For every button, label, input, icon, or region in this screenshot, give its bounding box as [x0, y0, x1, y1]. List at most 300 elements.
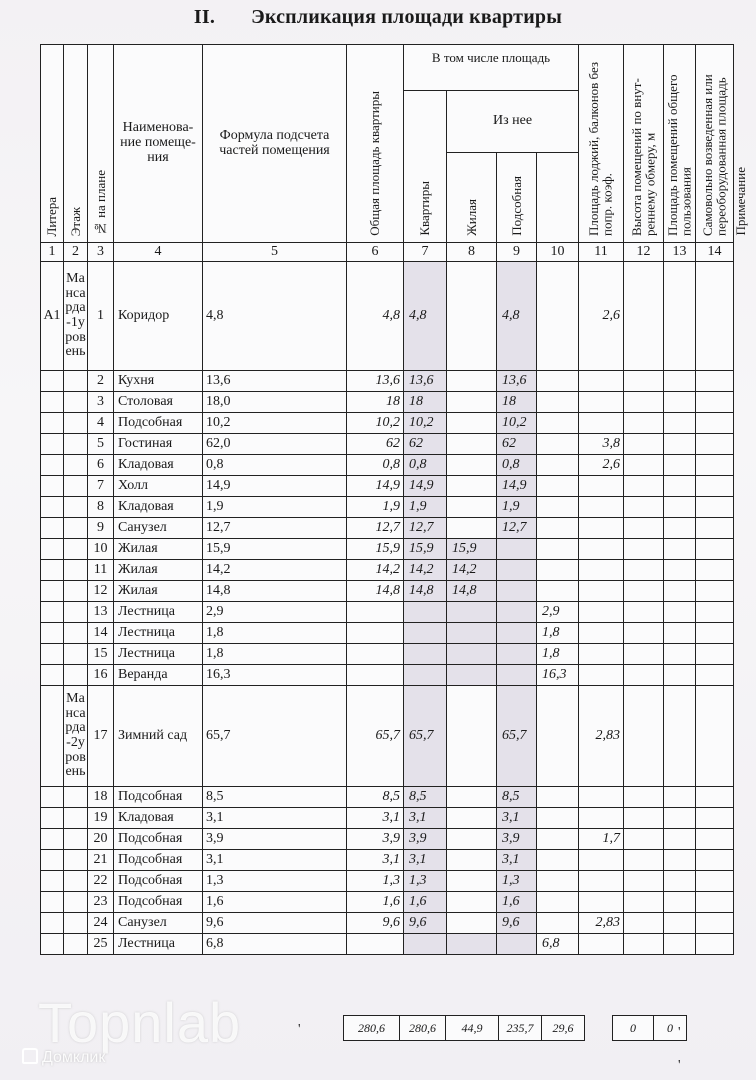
page-title [0, 6, 756, 29]
cell-note [696, 850, 734, 871]
cell-total: 1,6 [347, 892, 404, 913]
cell-unauthorized [664, 476, 696, 497]
cell-plan-no: 5 [88, 434, 114, 455]
cell-plan-no: 3 [88, 392, 114, 413]
cell-height [579, 602, 624, 623]
cell-floor [64, 934, 88, 955]
cell-loggia: 1,8 [537, 623, 579, 644]
cell-plan-no: 8 [88, 497, 114, 518]
cell-height: 3,8 [579, 434, 624, 455]
cell-note [696, 518, 734, 539]
cell-apartment: 1,9 [404, 497, 447, 518]
cell-apartment: 1,3 [404, 871, 447, 892]
cell-litera [41, 913, 64, 934]
cell-room-name: Жилая [114, 560, 203, 581]
cell-formula: 1,8 [203, 623, 347, 644]
cell-apartment: 14,8 [404, 581, 447, 602]
cell-total: 10,2 [347, 413, 404, 434]
cell-note [696, 539, 734, 560]
cell-living [447, 476, 497, 497]
table-row [41, 892, 734, 913]
cell-living [447, 787, 497, 808]
column-number: 4 [114, 243, 203, 262]
cell-room-name: Кладовая [114, 808, 203, 829]
cell-litera [41, 560, 64, 581]
cell-litera [41, 518, 64, 539]
table-row [41, 434, 734, 455]
cell-common [624, 560, 664, 581]
column-number: 10 [537, 243, 579, 262]
cell-room-name: Кладовая [114, 497, 203, 518]
cell-auxiliary: 3,9 [497, 829, 537, 850]
cell-formula: 1,8 [203, 644, 347, 665]
cell-note [696, 602, 734, 623]
cell-unauthorized [664, 392, 696, 413]
cell-unauthorized [664, 892, 696, 913]
cell-unauthorized [664, 934, 696, 955]
cell-loggia [537, 560, 579, 581]
cell-height [579, 623, 624, 644]
cell-formula: 1,6 [203, 892, 347, 913]
cell-room-name: Подсобная [114, 413, 203, 434]
cell-height: 2,83 [579, 913, 624, 934]
cell-floor [64, 560, 88, 581]
cell-note [696, 262, 734, 371]
cell-height [579, 497, 624, 518]
table-row [41, 581, 734, 602]
table-row [41, 476, 734, 497]
cell-common [624, 539, 664, 560]
cell-loggia [537, 871, 579, 892]
cell-living [447, 497, 497, 518]
column-number: 14 [696, 243, 734, 262]
cell-height: 2,6 [579, 455, 624, 476]
cell-total: 12,7 [347, 518, 404, 539]
cell-room-name: Веранда [114, 665, 203, 686]
cell-height [579, 560, 624, 581]
cell-height [579, 892, 624, 913]
table-row [41, 829, 734, 850]
cell-litera [41, 413, 64, 434]
cell-total [347, 644, 404, 665]
cell-plan-no: 7 [88, 476, 114, 497]
cell-total: 13,6 [347, 371, 404, 392]
table-row [41, 665, 734, 686]
cell-note [696, 665, 734, 686]
cell-auxiliary: 4,8 [497, 262, 537, 371]
cell-common [624, 476, 664, 497]
total-aux-sum: 235,7 [499, 1016, 542, 1041]
cell-common [624, 665, 664, 686]
cell-floor [64, 581, 88, 602]
cell-apartment [404, 934, 447, 955]
cell-apartment: 3,1 [404, 808, 447, 829]
cell-note [696, 829, 734, 850]
cell-total: 1,3 [347, 871, 404, 892]
header-plan-no: № на плане [88, 45, 114, 243]
table-row [41, 808, 734, 829]
column-numbers-row [41, 243, 734, 262]
cell-apartment: 3,9 [404, 829, 447, 850]
cell-room-name: Подсобная [114, 871, 203, 892]
cell-living [447, 892, 497, 913]
cell-note [696, 560, 734, 581]
cell-unauthorized [664, 623, 696, 644]
cell-auxiliary: 18 [497, 392, 537, 413]
cell-common [624, 455, 664, 476]
cell-total [347, 602, 404, 623]
cell-note [696, 913, 734, 934]
cell-note [696, 787, 734, 808]
table-row [41, 371, 734, 392]
cell-common [624, 850, 664, 871]
column-number: 8 [447, 243, 497, 262]
cell-formula: 1,3 [203, 871, 347, 892]
cell-auxiliary [497, 644, 537, 665]
column-number: 2 [64, 243, 88, 262]
section-number: II. [193, 6, 216, 28]
cell-apartment: 13,6 [404, 371, 447, 392]
cell-litera [41, 892, 64, 913]
cell-formula: 62,0 [203, 434, 347, 455]
cell-apartment: 12,7 [404, 518, 447, 539]
cell-common [624, 913, 664, 934]
cell-loggia [537, 686, 579, 787]
cell-formula: 2,9 [203, 602, 347, 623]
cell-unauthorized [664, 913, 696, 934]
cell-apartment: 4,8 [404, 262, 447, 371]
total-unauth-sum: 0 [654, 1016, 687, 1041]
table-row [41, 913, 734, 934]
cell-floor: Мансарда-2уровень [64, 686, 88, 787]
cell-floor [64, 455, 88, 476]
cell-living [447, 686, 497, 787]
cell-auxiliary: 62 [497, 434, 537, 455]
cell-loggia [537, 476, 579, 497]
cell-unauthorized [664, 850, 696, 871]
cell-formula: 10,2 [203, 413, 347, 434]
cell-auxiliary: 12,7 [497, 518, 537, 539]
cell-height [579, 871, 624, 892]
cell-unauthorized [664, 539, 696, 560]
column-number: 9 [497, 243, 537, 262]
cell-common [624, 829, 664, 850]
cell-auxiliary: 0,8 [497, 455, 537, 476]
cell-note [696, 392, 734, 413]
column-number: 1 [41, 243, 64, 262]
cell-common [624, 581, 664, 602]
cell-room-name: Санузел [114, 913, 203, 934]
column-number: 6 [347, 243, 404, 262]
cell-height: 2,83 [579, 686, 624, 787]
cell-living [447, 413, 497, 434]
cell-room-name: Подсобная [114, 829, 203, 850]
cell-floor [64, 913, 88, 934]
cell-living [447, 434, 497, 455]
total-apt-sum: 280,6 [400, 1016, 446, 1041]
table-row [41, 850, 734, 871]
cell-plan-no: 23 [88, 892, 114, 913]
cell-auxiliary: 8,5 [497, 787, 537, 808]
cell-formula: 14,8 [203, 581, 347, 602]
cell-total: 4,8 [347, 262, 404, 371]
cell-living: 15,9 [447, 539, 497, 560]
cell-auxiliary [497, 623, 537, 644]
cell-floor [64, 808, 88, 829]
table-row [41, 497, 734, 518]
cell-height [579, 787, 624, 808]
total-common-sum: 0 [613, 1016, 654, 1041]
cell-floor [64, 434, 88, 455]
watermark-sub-text: Домклик [42, 1049, 106, 1066]
cell-litera [41, 539, 64, 560]
cell-note [696, 371, 734, 392]
cell-common [624, 371, 664, 392]
cell-room-name: Лестница [114, 623, 203, 644]
cell-common [624, 787, 664, 808]
cell-apartment: 14,9 [404, 476, 447, 497]
cell-loggia [537, 455, 579, 476]
cell-formula: 15,9 [203, 539, 347, 560]
cell-note [696, 497, 734, 518]
cell-note [696, 434, 734, 455]
cell-room-name: Кухня [114, 371, 203, 392]
cell-loggia [537, 434, 579, 455]
cell-total: 1,9 [347, 497, 404, 518]
table-row [41, 539, 734, 560]
header-auxiliary: Подсобная [497, 153, 537, 243]
cell-total: 15,9 [347, 539, 404, 560]
cell-room-name: Подсобная [114, 850, 203, 871]
cell-common [624, 808, 664, 829]
cell-loggia: 2,9 [537, 602, 579, 623]
total-loggia-sum: 29,6 [542, 1016, 585, 1041]
cell-auxiliary: 13,6 [497, 371, 537, 392]
cell-height [579, 539, 624, 560]
cell-plan-no: 15 [88, 644, 114, 665]
cell-total: 14,8 [347, 581, 404, 602]
cell-common [624, 434, 664, 455]
totals-main [343, 1015, 585, 1041]
cell-room-name: Зимний сад [114, 686, 203, 787]
cell-unauthorized [664, 497, 696, 518]
cell-auxiliary: 1,6 [497, 892, 537, 913]
cell-floor [64, 497, 88, 518]
cell-apartment: 62 [404, 434, 447, 455]
cell-common [624, 262, 664, 371]
table-row [41, 787, 734, 808]
cell-living [447, 665, 497, 686]
cell-litera [41, 434, 64, 455]
cell-auxiliary: 3,1 [497, 808, 537, 829]
cell-unauthorized [664, 808, 696, 829]
cell-unauthorized [664, 434, 696, 455]
cell-unauthorized [664, 455, 696, 476]
cell-formula: 1,9 [203, 497, 347, 518]
cell-apartment: 3,1 [404, 850, 447, 871]
table-row [41, 623, 734, 644]
cell-floor [64, 392, 88, 413]
cell-litera [41, 850, 64, 871]
cell-floor [64, 665, 88, 686]
cell-living [447, 808, 497, 829]
cell-common [624, 518, 664, 539]
cell-height: 2,6 [579, 262, 624, 371]
cell-total: 3,1 [347, 808, 404, 829]
table-row [41, 934, 734, 955]
cell-height [579, 392, 624, 413]
cell-plan-no: 13 [88, 602, 114, 623]
table-row [41, 413, 734, 434]
cell-unauthorized [664, 581, 696, 602]
cell-height [579, 665, 624, 686]
cell-loggia [537, 539, 579, 560]
explication-table: Литера Этаж № на плане Наименова-ние помеще-ния Формула подсчета частей помещения Общая площадь квартиры В том числе площадь Площадь лоджий, балконов без попр. коэф. Высота помещений по внут-реннему обмеру, м Площадь помещений общего пользования Самовольно возведенная или переоборудованная площадь Примечание Квартиры Из нее Жилая Подсобная 1 2 3 4 5 6 7 8 9 10 11 12 13 14 А1 Мансарда-1уровень 1 Коридор 4,8 4,8 4,8 4,8 2,6 2 Кухня 13,6 13,6 13,6 13,6 3 Столовая 18,0 18 18 18 4 Подсобная 10,2 10,2 10,2 10,2 5 Гостиная 62,0 62 62 62 3,8 6 Кладовая 0,8 0,8 0,8 0,8 2,6 7 Холл 14,9 14,9 14,9 14,9 8 Кладовая 1,9 1,9 1,9 1,9 9 Санузел 12,7 12,7 12,7 12,7 10 Жилая 15,9 15,9 15,9 15,9 11 Жилая 14,2 14,2 14,2 14,2 12 Жилая 14,8 14,8 14,8 14,8 13 Лестница 2,9 2,9 14 Лестница 1,8 1,8 15 Лестница 1,8 1,8 16 Веранда 16,3 16,3 Мансарда-2уровень 17 Зимний сад 65,7 65,7 65,7 65,7 2,83 18 Подсобная 8,5 8,5 8,5 8,5 19 Кладовая 3,1 3,1 3,1 3,1 20 Подсобная 3,9 3,9 3,9 3,9 1,7 21 Подсобная 3,1 3,1 3,1 3,1 22 Подсобная 1,3 1,3 1,3 1,3 23 Подсобная 1,6 1,6 1,6 1,6 24 Санузел 9,6 9,6 9,6 9,6 2,83 25 Лестница 6,8 6,8 [40, 44, 734, 955]
cell-apartment: 14,2 [404, 560, 447, 581]
house-icon [22, 1048, 38, 1064]
cell-living [447, 371, 497, 392]
cell-formula: 3,1 [203, 808, 347, 829]
cell-total: 8,5 [347, 787, 404, 808]
cell-loggia [537, 413, 579, 434]
cell-plan-no: 25 [88, 934, 114, 955]
cell-formula: 14,2 [203, 560, 347, 581]
cell-plan-no: 21 [88, 850, 114, 871]
cell-loggia [537, 371, 579, 392]
cell-apartment [404, 602, 447, 623]
cell-apartment: 1,6 [404, 892, 447, 913]
cell-loggia [537, 787, 579, 808]
header-floor: Этаж [64, 45, 88, 243]
header-apartment: Квартиры [404, 91, 447, 243]
cell-note [696, 623, 734, 644]
totals-extra [612, 1015, 687, 1041]
cell-note [696, 808, 734, 829]
cell-plan-no: 14 [88, 623, 114, 644]
title-text: Экспликация площади квартиры [251, 6, 563, 28]
cell-plan-no: 22 [88, 871, 114, 892]
cell-living [447, 392, 497, 413]
cell-litera [41, 455, 64, 476]
cell-room-name: Коридор [114, 262, 203, 371]
cell-note [696, 581, 734, 602]
header-formula: Формула подсчета частей помещения [203, 45, 347, 243]
cell-height [579, 413, 624, 434]
cell-apartment [404, 665, 447, 686]
header-loggia: Площадь лоджий, балконов без попр. коэф. [579, 45, 624, 243]
cell-apartment: 0,8 [404, 455, 447, 476]
cell-formula: 14,9 [203, 476, 347, 497]
cell-plan-no: 9 [88, 518, 114, 539]
cell-room-name: Лестница [114, 602, 203, 623]
header-litera: Литера [41, 45, 64, 243]
cell-unauthorized [664, 686, 696, 787]
cell-apartment [404, 644, 447, 665]
cell-unauthorized [664, 560, 696, 581]
cell-formula: 8,5 [203, 787, 347, 808]
cell-loggia [537, 392, 579, 413]
cell-total: 65,7 [347, 686, 404, 787]
cell-litera [41, 581, 64, 602]
cell-note [696, 871, 734, 892]
cell-formula: 9,6 [203, 913, 347, 934]
cell-common [624, 497, 664, 518]
cell-litera [41, 686, 64, 787]
cell-litera [41, 871, 64, 892]
cell-loggia: 1,8 [537, 644, 579, 665]
cell-apartment: 8,5 [404, 787, 447, 808]
cell-apartment [404, 623, 447, 644]
table-row [41, 392, 734, 413]
cell-height [579, 644, 624, 665]
cell-total: 14,2 [347, 560, 404, 581]
watermark-sub [22, 1048, 105, 1067]
cell-common [624, 602, 664, 623]
cell-floor [64, 371, 88, 392]
cell-floor [64, 829, 88, 850]
cell-living [447, 602, 497, 623]
cell-floor [64, 602, 88, 623]
cell-plan-no: 20 [88, 829, 114, 850]
cell-unauthorized [664, 602, 696, 623]
cell-total [347, 623, 404, 644]
cell-litera [41, 623, 64, 644]
cell-litera [41, 371, 64, 392]
header-unauthorized: Самовольно возведенная или переоборудованная площадь [696, 45, 734, 243]
cell-plan-no: 12 [88, 581, 114, 602]
cell-common [624, 892, 664, 913]
cell-room-name: Жилая [114, 539, 203, 560]
cell-loggia [537, 892, 579, 913]
cell-common [624, 392, 664, 413]
table-row [41, 560, 734, 581]
cell-litera [41, 934, 64, 955]
column-number: 11 [579, 243, 624, 262]
cell-total: 9,6 [347, 913, 404, 934]
cell-living [447, 623, 497, 644]
cell-floor [64, 850, 88, 871]
cell-loggia: 16,3 [537, 665, 579, 686]
cell-common [624, 644, 664, 665]
cell-total: 3,1 [347, 850, 404, 871]
cell-common [624, 934, 664, 955]
cell-unauthorized [664, 644, 696, 665]
cell-living: 14,8 [447, 581, 497, 602]
cell-auxiliary: 14,9 [497, 476, 537, 497]
cell-living [447, 913, 497, 934]
cell-height [579, 934, 624, 955]
header-common-area: Площадь помещений общего пользования [664, 45, 696, 243]
cell-height [579, 476, 624, 497]
cell-plan-no: 17 [88, 686, 114, 787]
cell-unauthorized [664, 871, 696, 892]
cell-formula: 6,8 [203, 934, 347, 955]
cell-auxiliary: 1,9 [497, 497, 537, 518]
cell-loggia [537, 581, 579, 602]
cell-note [696, 686, 734, 787]
cell-litera [41, 497, 64, 518]
cell-plan-no: 16 [88, 665, 114, 686]
cell-formula: 16,3 [203, 665, 347, 686]
column-number: 5 [203, 243, 347, 262]
cell-auxiliary [497, 581, 537, 602]
cell-plan-no: 18 [88, 787, 114, 808]
header-room-name: Наименова-ние помеще-ния [114, 45, 203, 243]
cell-height [579, 581, 624, 602]
cell-floor [64, 623, 88, 644]
table-row [41, 686, 734, 787]
cell-formula: 18,0 [203, 392, 347, 413]
